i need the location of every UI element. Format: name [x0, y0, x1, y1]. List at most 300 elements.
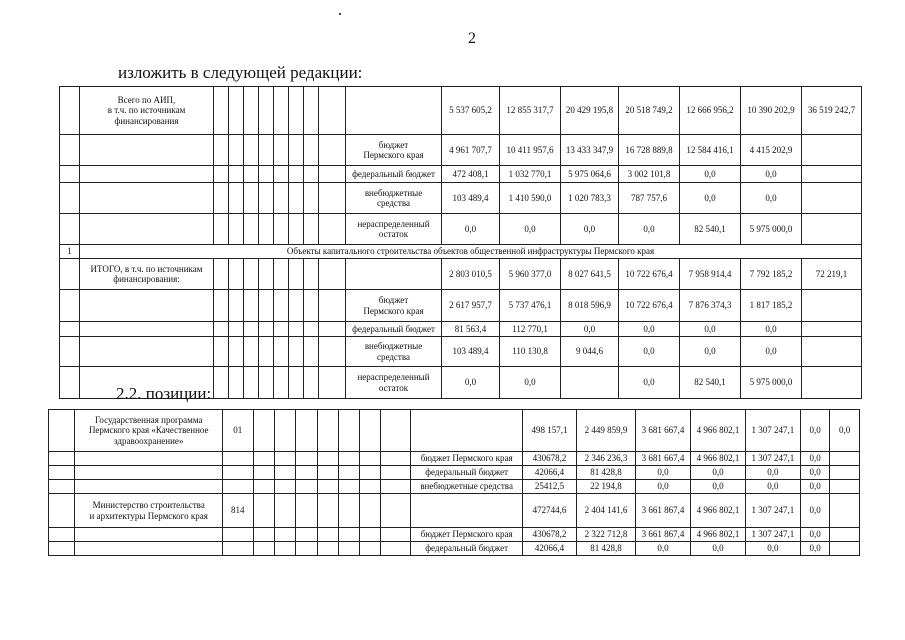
table-cell	[274, 528, 295, 542]
source-label: нераспределенный остаток	[346, 214, 442, 245]
ministry-label: Министерство строительства и архитектуры Пермского края	[75, 494, 223, 528]
value-cell: 498 157,1	[523, 410, 577, 452]
table-cell	[360, 410, 380, 452]
table-cell	[304, 259, 319, 290]
source-label: бюджет Пермского края	[411, 452, 523, 466]
value-cell: 0,0	[741, 337, 802, 367]
table-cell	[304, 214, 319, 245]
table-cell	[274, 166, 289, 183]
value-cell: 3 661 867,4	[636, 528, 691, 542]
value-cell	[830, 494, 860, 528]
table-cell	[289, 166, 304, 183]
table-cell	[317, 466, 338, 480]
value-cell: 0,0	[619, 214, 680, 245]
table-cell	[60, 214, 80, 245]
value-cell: 0,0	[745, 542, 800, 556]
value-cell: 4 415 202,9	[741, 135, 802, 166]
value-cell: 1 307 247,1	[745, 452, 800, 466]
table-cell	[338, 528, 359, 542]
table-cell	[253, 542, 274, 556]
table-cell	[317, 410, 338, 452]
value-cell: 787 757,6	[619, 183, 680, 214]
table-cell	[274, 410, 295, 452]
table-cell	[259, 166, 274, 183]
table-cell	[229, 214, 244, 245]
value-cell: 2 404 141,6	[577, 494, 636, 528]
table-cell	[317, 542, 338, 556]
table-cell	[214, 290, 229, 322]
table-cell	[49, 528, 75, 542]
value-cell: 10 722 676,4	[619, 290, 680, 322]
value-cell: 10 390 202,9	[741, 87, 802, 135]
table-cell	[223, 542, 254, 556]
table-cell	[223, 452, 254, 466]
value-cell: 4 966 802,1	[690, 410, 745, 452]
table-cell	[304, 183, 319, 214]
value-cell: 0,0	[500, 367, 561, 399]
value-cell	[802, 214, 862, 245]
table-cell	[214, 259, 229, 290]
table-cell	[360, 466, 380, 480]
value-cell: 5 975 064,6	[561, 166, 619, 183]
value-cell: 20 429 195,8	[561, 87, 619, 135]
table-cell	[346, 259, 442, 290]
value-cell: 1 410 590,0	[500, 183, 561, 214]
table-cell	[319, 259, 346, 290]
value-cell: 1 020 783,3	[561, 183, 619, 214]
table-cell	[296, 410, 317, 452]
table-cell	[274, 494, 295, 528]
table-cell	[296, 494, 317, 528]
table-cell	[380, 542, 411, 556]
table-cell	[75, 528, 223, 542]
value-cell: 82 540,1	[680, 214, 741, 245]
source-row	[60, 214, 862, 245]
table-cell	[253, 452, 274, 466]
table-cell	[360, 528, 380, 542]
table-cell	[274, 290, 289, 322]
value-cell: 3 681 667,4	[636, 410, 691, 452]
value-cell: 0,0	[619, 367, 680, 399]
value-cell: 0,0	[741, 166, 802, 183]
table-cell	[244, 166, 259, 183]
table-cell	[244, 183, 259, 214]
table-cell	[274, 480, 295, 494]
table-cell	[289, 290, 304, 322]
value-cell: 2 322 712,8	[577, 528, 636, 542]
table-cell	[60, 337, 80, 367]
table-cell	[338, 452, 359, 466]
value-cell: 3 002 101,8	[619, 166, 680, 183]
table-cell	[380, 410, 411, 452]
table-cell	[274, 452, 295, 466]
itogo-label: ИТОГО, в т.ч. по источникам финансирования:	[80, 259, 214, 290]
table-cell	[317, 480, 338, 494]
value-cell: 42066,4	[523, 466, 577, 480]
value-cell: 2 803 010,5	[442, 259, 500, 290]
table-cell	[223, 528, 254, 542]
table-cell	[244, 322, 259, 337]
value-cell: 3 681 667,4	[636, 452, 691, 466]
value-cell	[802, 367, 862, 399]
table-cell	[80, 135, 214, 166]
table-cell	[229, 367, 244, 399]
section-number: 1	[60, 245, 80, 259]
value-cell: 0,0	[619, 322, 680, 337]
table-cell	[60, 135, 80, 166]
value-cell: 0,0	[442, 367, 500, 399]
table-cell	[229, 290, 244, 322]
source-row	[60, 166, 862, 183]
table-cell	[49, 494, 75, 528]
table-cell	[380, 480, 411, 494]
value-cell	[830, 528, 860, 542]
table-cell	[338, 410, 359, 452]
table-cell	[360, 452, 380, 466]
table-cell	[60, 367, 80, 399]
table-cell	[75, 542, 223, 556]
value-cell: 0,0	[800, 466, 830, 480]
table-cell	[317, 494, 338, 528]
table-cell	[289, 87, 304, 135]
table-cell	[229, 87, 244, 135]
value-cell: 12 666 956,2	[680, 87, 741, 135]
table-cell	[75, 452, 223, 466]
table-cell	[229, 322, 244, 337]
total-label: Всего по АИП, в т.ч. по источникам финансирования	[80, 87, 214, 135]
source-label: внебюджетные средства	[411, 480, 523, 494]
value-cell	[830, 466, 860, 480]
itogo-source-row	[60, 322, 862, 337]
value-cell: 1 032 770,1	[500, 166, 561, 183]
value-cell: 0,0	[636, 466, 691, 480]
table-cell	[319, 337, 346, 367]
table-cell	[80, 290, 214, 322]
table-cell	[274, 542, 295, 556]
table-cell	[411, 410, 523, 452]
itogo-source-row	[60, 337, 862, 367]
table-cell	[289, 259, 304, 290]
table-cell	[80, 214, 214, 245]
source-label: федеральный бюджет	[346, 166, 442, 183]
table-cell	[80, 322, 214, 337]
table-cell	[229, 337, 244, 367]
table-cell	[274, 367, 289, 399]
value-cell: 1 307 247,1	[745, 494, 800, 528]
table-cell	[60, 322, 80, 337]
value-cell: 82 540,1	[680, 367, 741, 399]
table-cell	[244, 87, 259, 135]
value-cell: 25412,5	[523, 480, 577, 494]
program-row	[49, 410, 860, 452]
table-cell	[244, 135, 259, 166]
table-cell	[274, 337, 289, 367]
value-cell: 5 737 476,1	[500, 290, 561, 322]
table-cell	[259, 183, 274, 214]
value-cell: 4 966 802,1	[690, 494, 745, 528]
table-cell	[244, 337, 259, 367]
value-cell: 12 584 416,1	[680, 135, 741, 166]
table-cell	[304, 367, 319, 399]
source-row	[60, 135, 862, 166]
ministry-source-row	[49, 528, 860, 542]
table-cell	[229, 259, 244, 290]
table-cell	[411, 494, 523, 528]
table-cell	[360, 542, 380, 556]
value-cell	[802, 322, 862, 337]
table-cell	[289, 214, 304, 245]
value-cell: 1 307 247,1	[745, 410, 800, 452]
program-code: 01	[223, 410, 254, 452]
value-cell: 0,0	[636, 542, 691, 556]
table-cell	[338, 542, 359, 556]
table-cell	[253, 410, 274, 452]
table-cell	[214, 367, 229, 399]
value-cell	[830, 452, 860, 466]
program-source-row	[49, 452, 860, 466]
table-cell	[338, 466, 359, 480]
table-cell	[60, 290, 80, 322]
value-cell: 0,0	[800, 452, 830, 466]
total-row	[60, 87, 862, 135]
table-cell	[49, 452, 75, 466]
value-cell: 472744,6	[523, 494, 577, 528]
table-cell	[229, 135, 244, 166]
table-cell	[60, 259, 80, 290]
value-cell: 0,0	[741, 322, 802, 337]
table-cell	[319, 214, 346, 245]
value-cell	[802, 166, 862, 183]
table-cell	[214, 337, 229, 367]
value-cell: 7 958 914,4	[680, 259, 741, 290]
value-cell: 5 975 000,0	[741, 367, 802, 399]
table-cell	[304, 337, 319, 367]
source-label: федеральный бюджет	[411, 466, 523, 480]
program-source-row	[49, 466, 860, 480]
page-number: 2	[468, 30, 476, 47]
table-cell	[259, 322, 274, 337]
value-cell: 81 428,8	[577, 542, 636, 556]
program-source-row	[49, 480, 860, 494]
value-cell: 0,0	[800, 480, 830, 494]
value-cell: 103 489,4	[442, 337, 500, 367]
value-cell: 430678,2	[523, 452, 577, 466]
ministry-source-row	[49, 542, 860, 556]
table-cell	[214, 214, 229, 245]
value-cell: 8 027 641,5	[561, 259, 619, 290]
table-cell	[214, 87, 229, 135]
value-cell: 103 489,4	[442, 183, 500, 214]
table-cell	[274, 183, 289, 214]
value-cell: 0,0	[800, 528, 830, 542]
table-cell	[274, 135, 289, 166]
value-cell: 0,0	[830, 410, 860, 452]
table-cell	[253, 466, 274, 480]
table-cell	[380, 466, 411, 480]
table-cell	[304, 166, 319, 183]
value-cell: 5 537 605,2	[442, 87, 500, 135]
value-cell	[830, 480, 860, 494]
value-cell: 7 792 185,2	[741, 259, 802, 290]
table-cell	[274, 214, 289, 245]
source-label: бюджет Пермского края	[346, 135, 442, 166]
value-cell: 0,0	[680, 183, 741, 214]
value-cell: 110 130,8	[500, 337, 561, 367]
value-cell: 5 960 377,0	[500, 259, 561, 290]
value-cell: 0,0	[636, 480, 691, 494]
positions-heading: 2.2. позиции:	[116, 384, 212, 403]
source-label: федеральный бюджет	[346, 322, 442, 337]
value-cell: 0,0	[745, 466, 800, 480]
value-cell: 0,0	[442, 214, 500, 245]
table-cell	[317, 528, 338, 542]
table-cell	[319, 290, 346, 322]
ministry-code: 814	[223, 494, 254, 528]
table-cell	[346, 87, 442, 135]
table-cell	[49, 410, 75, 452]
table-cell	[80, 337, 214, 367]
table-cell	[259, 135, 274, 166]
table-cell	[259, 337, 274, 367]
value-cell: 0,0	[680, 337, 741, 367]
section-row	[60, 245, 862, 259]
value-cell	[830, 542, 860, 556]
value-cell: 0,0	[619, 337, 680, 367]
aip-table	[59, 86, 862, 399]
value-cell: 430678,2	[523, 528, 577, 542]
value-cell: 4 961 707,7	[442, 135, 500, 166]
table-cell	[244, 367, 259, 399]
value-cell: 1 307 247,1	[745, 528, 800, 542]
table-cell	[317, 452, 338, 466]
table-cell	[259, 259, 274, 290]
table-cell	[380, 452, 411, 466]
table-cell	[289, 135, 304, 166]
program-table	[48, 409, 860, 556]
value-cell: 13 433 347,9	[561, 135, 619, 166]
scan-mark	[339, 13, 341, 15]
table-cell	[274, 466, 295, 480]
table-cell	[296, 528, 317, 542]
table-cell	[319, 367, 346, 399]
source-label: нераспределенный остаток	[346, 367, 442, 399]
table-cell	[75, 466, 223, 480]
table-cell	[296, 466, 317, 480]
itogo-row	[60, 259, 862, 290]
ministry-row	[49, 494, 860, 528]
table-cell	[80, 166, 214, 183]
value-cell: 0,0	[800, 410, 830, 452]
table-cell	[296, 480, 317, 494]
value-cell: 472 408,1	[442, 166, 500, 183]
source-label: бюджет Пермского края	[346, 290, 442, 322]
table-cell	[274, 322, 289, 337]
value-cell: 4 966 802,1	[690, 452, 745, 466]
table-cell	[304, 135, 319, 166]
value-cell	[802, 290, 862, 322]
value-cell: 22 194,8	[577, 480, 636, 494]
table-cell	[296, 452, 317, 466]
table-cell	[244, 214, 259, 245]
table-cell	[229, 183, 244, 214]
value-cell: 5 975 000,0	[741, 214, 802, 245]
table-cell	[253, 480, 274, 494]
table-cell	[380, 528, 411, 542]
value-cell: 0,0	[800, 494, 830, 528]
value-cell: 4 966 802,1	[690, 528, 745, 542]
table-cell	[49, 480, 75, 494]
table-cell	[360, 480, 380, 494]
source-label: бюджет Пермского края	[411, 528, 523, 542]
value-cell: 20 518 749,2	[619, 87, 680, 135]
value-cell	[802, 135, 862, 166]
value-cell: 0,0	[800, 542, 830, 556]
itogo-source-row	[60, 290, 862, 322]
table-cell	[304, 87, 319, 135]
value-cell: 9 044,6	[561, 337, 619, 367]
source-row	[60, 183, 862, 214]
table-cell	[214, 183, 229, 214]
value-cell: 72 219,1	[802, 259, 862, 290]
table-cell	[296, 542, 317, 556]
value-cell: 0,0	[745, 480, 800, 494]
table-cell	[319, 183, 346, 214]
table-cell	[60, 166, 80, 183]
table-cell	[214, 166, 229, 183]
value-cell: 2 617 957,7	[442, 290, 500, 322]
table-cell	[229, 166, 244, 183]
table-cell	[259, 367, 274, 399]
value-cell: 36 519 242,7	[802, 87, 862, 135]
table-cell	[360, 494, 380, 528]
table-cell	[253, 494, 274, 528]
value-cell: 3 661 867,4	[636, 494, 691, 528]
table-cell	[319, 166, 346, 183]
table-cell	[289, 367, 304, 399]
section-title: Объекты капитального строительства объектов общественной инфраструктуры Пермского края	[80, 245, 862, 259]
source-label: внебюджетные средства	[346, 337, 442, 367]
value-cell: 0,0	[690, 466, 745, 480]
value-cell: 0,0	[561, 322, 619, 337]
source-label: федеральный бюджет	[411, 542, 523, 556]
table-cell	[259, 87, 274, 135]
table-cell	[259, 214, 274, 245]
table-cell	[274, 259, 289, 290]
table-cell	[304, 322, 319, 337]
table-cell	[274, 87, 289, 135]
table-cell	[214, 135, 229, 166]
value-cell: 42066,4	[523, 542, 577, 556]
value-cell: 112 770,1	[500, 322, 561, 337]
value-cell: 0,0	[690, 480, 745, 494]
table-cell	[60, 87, 80, 135]
table-cell	[49, 466, 75, 480]
value-cell: 8 018 596,9	[561, 290, 619, 322]
source-label: внебюджетные средства	[346, 183, 442, 214]
table-cell	[244, 290, 259, 322]
table-cell	[289, 322, 304, 337]
value-cell: 0,0	[561, 214, 619, 245]
table-cell	[319, 322, 346, 337]
table-cell	[338, 480, 359, 494]
table-cell	[253, 528, 274, 542]
table-cell	[338, 494, 359, 528]
table-cell	[214, 322, 229, 337]
value-cell: 2 346 236,3	[577, 452, 636, 466]
table-cell	[60, 183, 80, 214]
table-cell	[289, 337, 304, 367]
value-cell	[802, 183, 862, 214]
